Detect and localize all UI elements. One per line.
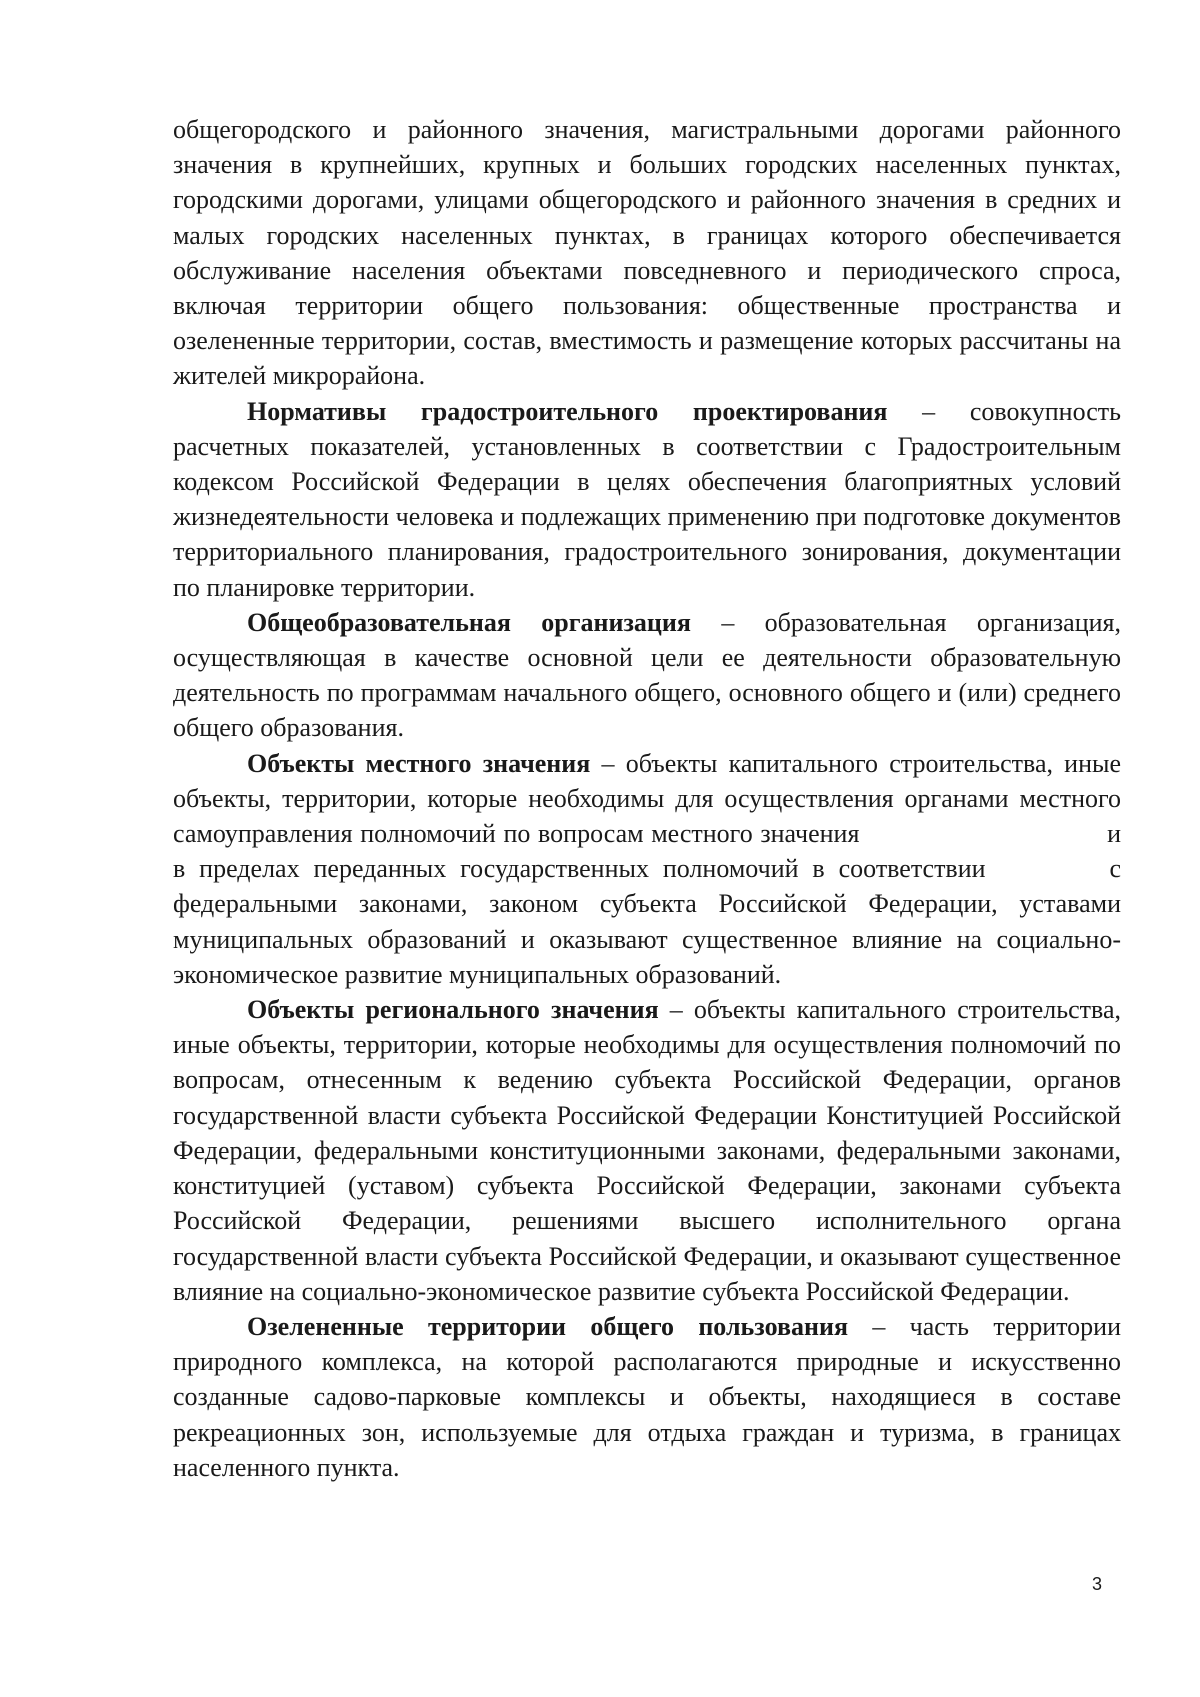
definition-text-part-3: с федеральными законами, законом субъекта Российской Федерации, уставами муниципальных образований и оказывают существенное влияние на социально-экономическое развитие муниципальных образований. xyxy=(173,854,1121,989)
definition-text: – часть территории природного комплекса, на которой располагаются природные и искусственно созданные садово-парковые комплексы и объекты, находящиеся в составе рекреационных зон, используемые для отдыха граждан и туризма, в границах населенного пункта. xyxy=(173,1311,1122,1482)
term-heading: Объекты местного значения xyxy=(247,748,591,778)
definition-regional-objects xyxy=(173,992,1121,1309)
term-heading: Объекты регионального значения xyxy=(247,995,659,1025)
definition-text: – образовательная организация, осуществляющая в качестве основной цели ее деятельности образовательную деятельность по программам начального общего, основного общего и (или) среднего общего образования. xyxy=(173,607,1121,743)
paragraph-text: общегородского и районного значения, магистральными дорогами районного значения в крупнейших, крупных и больших городских населенных пунктах, городскими дорогами, улицами общегородского и районного значения в средних и малых городских населенных пунктах, в границах которого обеспечивается обслуживание населения объектами повседневного и периодического спроса, включая территории общего пользования: общественные пространства и озелененные территории, состав, вместимость и размещение которых рассчитаны на жителей микрорайона. xyxy=(173,115,1121,391)
definition-public-green-areas xyxy=(173,1309,1121,1485)
definition-text: – объекты капитального строительства, иные объекты, территории, которые необходимы для осуществления полномочий по вопросам, отнесенным к ведению субъекта Российской Федерации, органов государственной власти субъекта Российской Федерации Конституцией Российской Федерации, федеральными конституционными законами, федеральными законами, конституцией (уставом) субъекта Российской Федерации, законами субъекта Российской Федерации, решениями высшего исполнительного органа государственной власти субъекта Российской Федерации, и оказывают существенное влияние на социально-экономическое развитие субъекта Российской Федерации. xyxy=(173,995,1121,1306)
term-heading: Нормативы градостроительного проектирования xyxy=(247,396,888,426)
term-heading: Общеобразовательная организация xyxy=(247,607,691,637)
definition-general-education-organization xyxy=(173,605,1121,746)
definition-urban-planning-standards xyxy=(173,394,1121,605)
term-heading: Озелененные территории общего пользования xyxy=(247,1311,849,1341)
definition-text-part-2: и в пределах переданных государственных полномочий в соответствии xyxy=(173,819,1121,884)
page-number: 3 xyxy=(1092,1574,1103,1594)
document-page xyxy=(173,112,1121,1485)
paragraph-continuation xyxy=(173,112,1121,394)
definition-local-objects xyxy=(173,746,1121,992)
definition-text-part-1: – объекты капитального строительства, иные объекты, территории, которые необходимы для осуществления органами местного самоуправления полномочий по вопросам местного значения xyxy=(173,748,1122,849)
definition-text: – совокупность расчетных показателей, установленных в соответствии с Градостроительным кодексом Российской Федерации в целях обеспечения благоприятных условий жизнедеятельности человека и подлежащих применению при подготовке документов территориального планирования, градостроительного зонирования, документации по планировке территории. xyxy=(173,396,1121,602)
